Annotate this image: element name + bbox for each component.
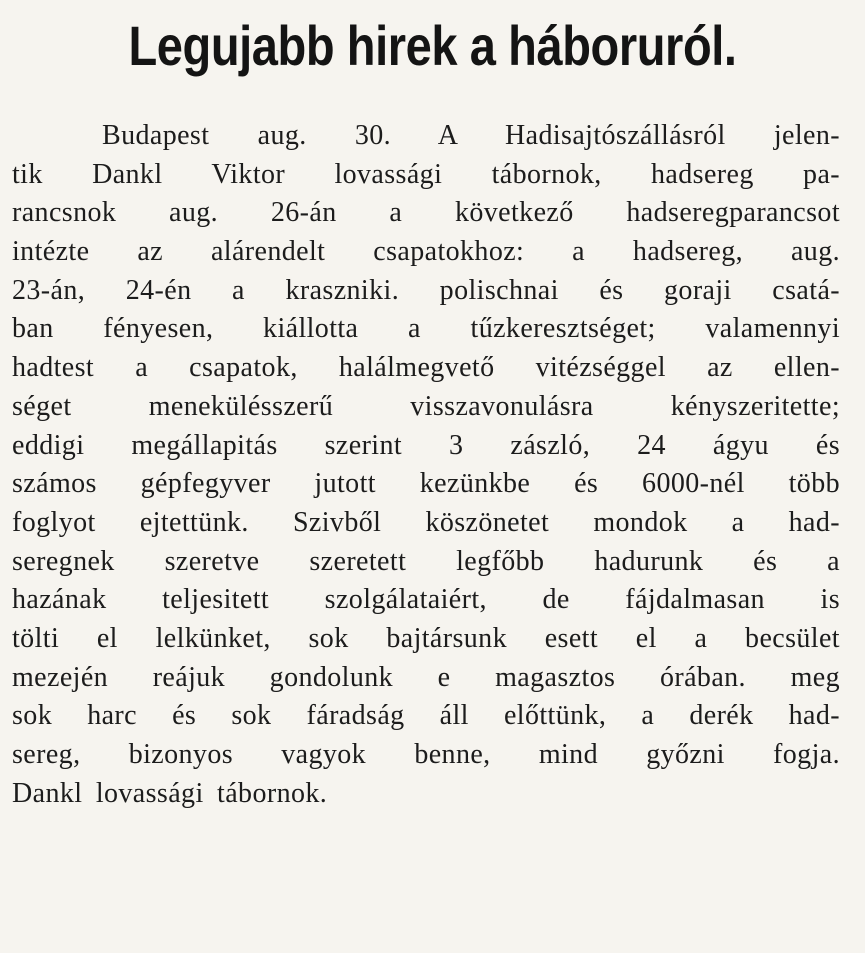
article-line: sereg, bizonyos vagyok benne, mind győzni fogja.: [12, 739, 840, 770]
article-line: foglyot ejtettünk. Szivből köszönetet mondok a had-: [12, 506, 840, 538]
article-line: mezején reájuk gondolunk e magasztos órában. meg: [12, 661, 840, 693]
article-line: hadtest a csapatok, halálmegvető vitézséggel az ellen-: [12, 352, 840, 384]
article-headline: Legujabb hirek a háboruról.: [128, 14, 737, 77]
article-line: Budapest aug. 30. A Hadisajtószállásról jelen-: [102, 120, 840, 151]
article-line: 23-án, 24-én a kraszniki. polischnai és goraji csatá-: [12, 274, 840, 306]
article-body: [12, 117, 840, 813]
article-line: eddigi megállapitás szerint 3 zászló, 24 ágyu és: [12, 429, 840, 461]
article-line: számos gépfegyver jutott kezünkbe és 6000-nél több: [12, 468, 840, 500]
article-line: hazának teljesitett szolgálataiért, de fájdalmasan is: [12, 584, 840, 616]
article-line: tölti el lelkünket, sok bajtársunk esett el a becsület: [12, 622, 840, 654]
article-line: Dankl lovassági tábornok.: [12, 777, 328, 809]
article-line: tik Dankl Viktor lovassági tábornok, hadsereg pa-: [12, 158, 840, 190]
article-line: sok harc és sok fáradság áll előttünk, a derék had-: [12, 700, 840, 732]
article-line: seregnek szeretve szeretett legfőbb hadurunk és a: [12, 545, 840, 577]
article-line: ban fényesen, kiállotta a tűzkeresztséget; valamennyi: [12, 313, 840, 345]
article-line: séget menekülésszerű visszavonulásra kényszeritette;: [12, 390, 840, 422]
article-line: rancsnok aug. 26-án a következő hadseregparancsot: [12, 197, 840, 229]
article-line: intézte az alárendelt csapatokhoz: a hadsereg, aug.: [12, 236, 840, 268]
